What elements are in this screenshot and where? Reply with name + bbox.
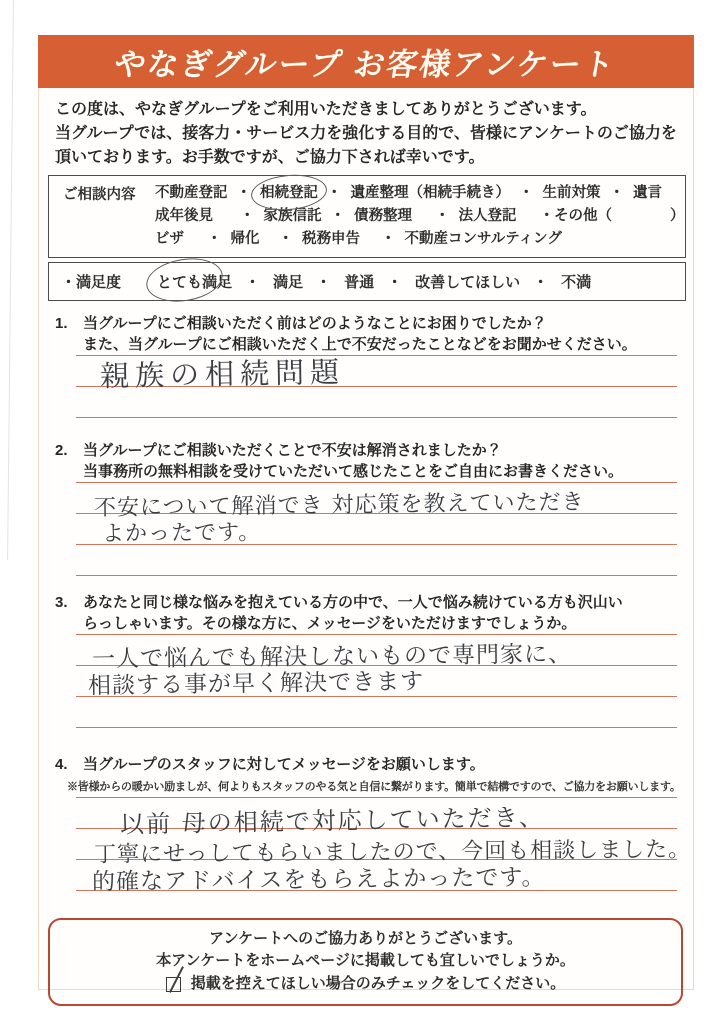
consultation-options xyxy=(155,182,685,251)
handwritten-answer: 不安について解消でき 対応策を教えていただき xyxy=(93,490,585,521)
question-4-note: ※皆様からの暖かい励ましが、何よりもスタッフのやる気と自信に繋がります。簡単で結構ですので、ご協力をお願いします。 xyxy=(67,781,681,793)
survey-form-frame xyxy=(38,35,694,990)
option-very-satisfied xyxy=(157,271,232,292)
title-banner xyxy=(38,35,694,88)
footer-thanks-line: アンケートへのご協力ありがとうございます。 xyxy=(209,930,522,947)
dot-separator: ・ xyxy=(236,185,251,201)
question-number: 2. xyxy=(55,442,68,459)
question-4-text xyxy=(55,754,685,775)
handwritten-answer: よかったです。 xyxy=(101,520,262,547)
handwritten-answer: 丁寧にせっしてもらいましたので、今回も相談しました。 xyxy=(93,837,692,868)
dot-separator: ・ xyxy=(330,208,345,224)
answer-rule-line xyxy=(76,387,677,418)
question-line: らっしゃいます。その様な方に、メッセージをいただけますでしょうか。 xyxy=(83,615,577,632)
topic-inheritance-registration xyxy=(260,182,318,205)
topic-other: その他（ ） xyxy=(554,208,685,224)
question-line: 当事務所の無料相談を受けていただいて感じたことをご自由にお書きください。 xyxy=(83,463,624,480)
answer-rule-line xyxy=(76,829,692,868)
footer-checkbox-row xyxy=(50,973,681,995)
topic-visa: ビザ xyxy=(155,231,184,247)
dot-separator: ・ xyxy=(387,274,403,291)
answer-rule-line xyxy=(76,514,677,545)
no-publish-checkbox xyxy=(166,977,181,992)
intro-line-3: 頂いております。お手数ですが、ご協力下されば幸いです。 xyxy=(55,149,485,166)
question-2 xyxy=(55,440,685,576)
question-3-answer-area xyxy=(76,634,677,728)
question-number: 4. xyxy=(55,756,68,773)
question-number: 1. xyxy=(55,315,68,332)
footer-publish-question: 本アンケートをホームページに掲載しても宜しいでしょうか。 xyxy=(156,952,575,969)
topic-naturalization: 帰化 xyxy=(230,231,260,247)
question-4-answer-area xyxy=(76,797,692,896)
checkbox-label: 掲載を控えてほしい場合のみチェックをしてください。 xyxy=(190,975,566,992)
dot-separator: ・ xyxy=(278,231,293,247)
option-label: とても満足 xyxy=(157,274,233,291)
topic-family-trust: 家族信託 xyxy=(263,208,322,224)
dot-separator: ・ xyxy=(435,208,450,224)
answer-rule-line xyxy=(76,666,677,700)
answer-rule-line xyxy=(76,354,677,394)
topic-corporate-registration: 法人登記 xyxy=(458,208,517,224)
topic-label: 相続登記 xyxy=(260,185,318,201)
answer-rule-line xyxy=(76,798,677,839)
handwritten-answer: 以前 母の相続で対応していただき、 xyxy=(119,803,545,839)
topic-will: 遺言 xyxy=(633,185,662,201)
question-2-answer-area xyxy=(76,482,677,576)
topic-tax-filing: 税務申告 xyxy=(302,231,360,247)
handwritten-answer: 相談する事が早く解決できます xyxy=(87,668,425,700)
topic-debt-resolution: 債務整理 xyxy=(354,208,412,224)
topic-lifetime-planning: 生前対策 xyxy=(542,185,601,201)
question-line: あなたと同じ様な悩みを抱えている方の中で、一人で悩み続けている方も沢山い xyxy=(83,594,623,611)
question-line: 当グループのスタッフに対してメッセージをお願いします。 xyxy=(83,756,485,773)
satisfaction-box xyxy=(48,262,686,301)
question-number: 3. xyxy=(55,594,68,611)
topics-row-1 xyxy=(155,182,685,205)
question-1 xyxy=(55,313,685,418)
intro-line-1: この度は、やなぎグループをご利用いただきましてありがとうございます。 xyxy=(55,101,597,118)
option-neutral: 普通 xyxy=(344,274,375,291)
question-line: 当グループにご相談いただくことで不安は解消されましたか？ xyxy=(83,442,502,459)
consultation-topics-box xyxy=(48,175,686,258)
dot-separator: ・ xyxy=(381,231,396,247)
option-dissatisfied: 不満 xyxy=(561,274,592,291)
question-3 xyxy=(55,592,685,728)
handwritten-answer: 的確なアドバイスをもらえよかったです。 xyxy=(91,864,546,896)
question-line: また、当グループにご相談いただく上で不安だったことなどをお聞かせください。 xyxy=(83,336,637,353)
option-satisfied: 満足 xyxy=(273,274,304,291)
answer-rule-line xyxy=(76,545,677,576)
topic-real-estate-consulting: 不動産コンサルティング xyxy=(404,231,562,247)
answer-rule-line xyxy=(76,697,677,728)
answer-rule-line xyxy=(76,860,677,896)
dot-separator: ・ xyxy=(316,274,332,291)
handwritten-answer: 一人で悩んでも解決しないもので専門家に、 xyxy=(91,641,573,673)
satisfaction-label: ・満足度 xyxy=(61,274,122,291)
topics-row-3 xyxy=(155,228,685,251)
page-title: やなぎグループ お客様アンケート xyxy=(112,47,619,82)
question-1-text xyxy=(55,313,685,355)
footer-box xyxy=(48,918,683,1006)
intro-paragraph xyxy=(55,98,689,170)
handwritten-answer: 親族の相続問題 xyxy=(99,354,346,394)
topic-estate-administration: 遺産整理（相続手続き） xyxy=(350,185,510,201)
question-4 xyxy=(55,754,692,896)
dot-separator: ・ xyxy=(245,274,261,291)
dot-separator: ・ xyxy=(539,208,554,224)
topic-adult-guardianship: 成年後見 xyxy=(155,208,213,224)
dot-separator: ・ xyxy=(207,231,222,247)
question-3-text xyxy=(55,592,685,634)
dot-separator: ・ xyxy=(327,185,342,201)
option-needs-improvement: 改善してほしい xyxy=(415,274,521,291)
question-1-answer-area xyxy=(76,355,677,418)
answer-rule-line xyxy=(76,635,677,673)
satisfaction-options xyxy=(157,271,591,292)
question-line: 当グループにご相談いただく前はどのようなことにお困りでしたか？ xyxy=(83,315,547,332)
dot-separator: ・ xyxy=(519,185,534,201)
intro-line-2: 当グループでは、接客力・サービス力を強化する目的で、皆様にアンケートのご協力を xyxy=(55,125,677,142)
topic-real-estate-registration: 不動産登記 xyxy=(155,185,228,201)
dot-separator: ・ xyxy=(609,185,624,201)
topics-row-2 xyxy=(155,205,685,228)
dot-separator: ・ xyxy=(240,208,255,224)
dot-separator: ・ xyxy=(533,274,549,291)
answer-rule-line xyxy=(76,483,677,521)
question-2-text xyxy=(55,440,685,482)
scan-edge-line xyxy=(7,0,14,560)
consultation-label: ご相談内容 xyxy=(63,187,136,203)
